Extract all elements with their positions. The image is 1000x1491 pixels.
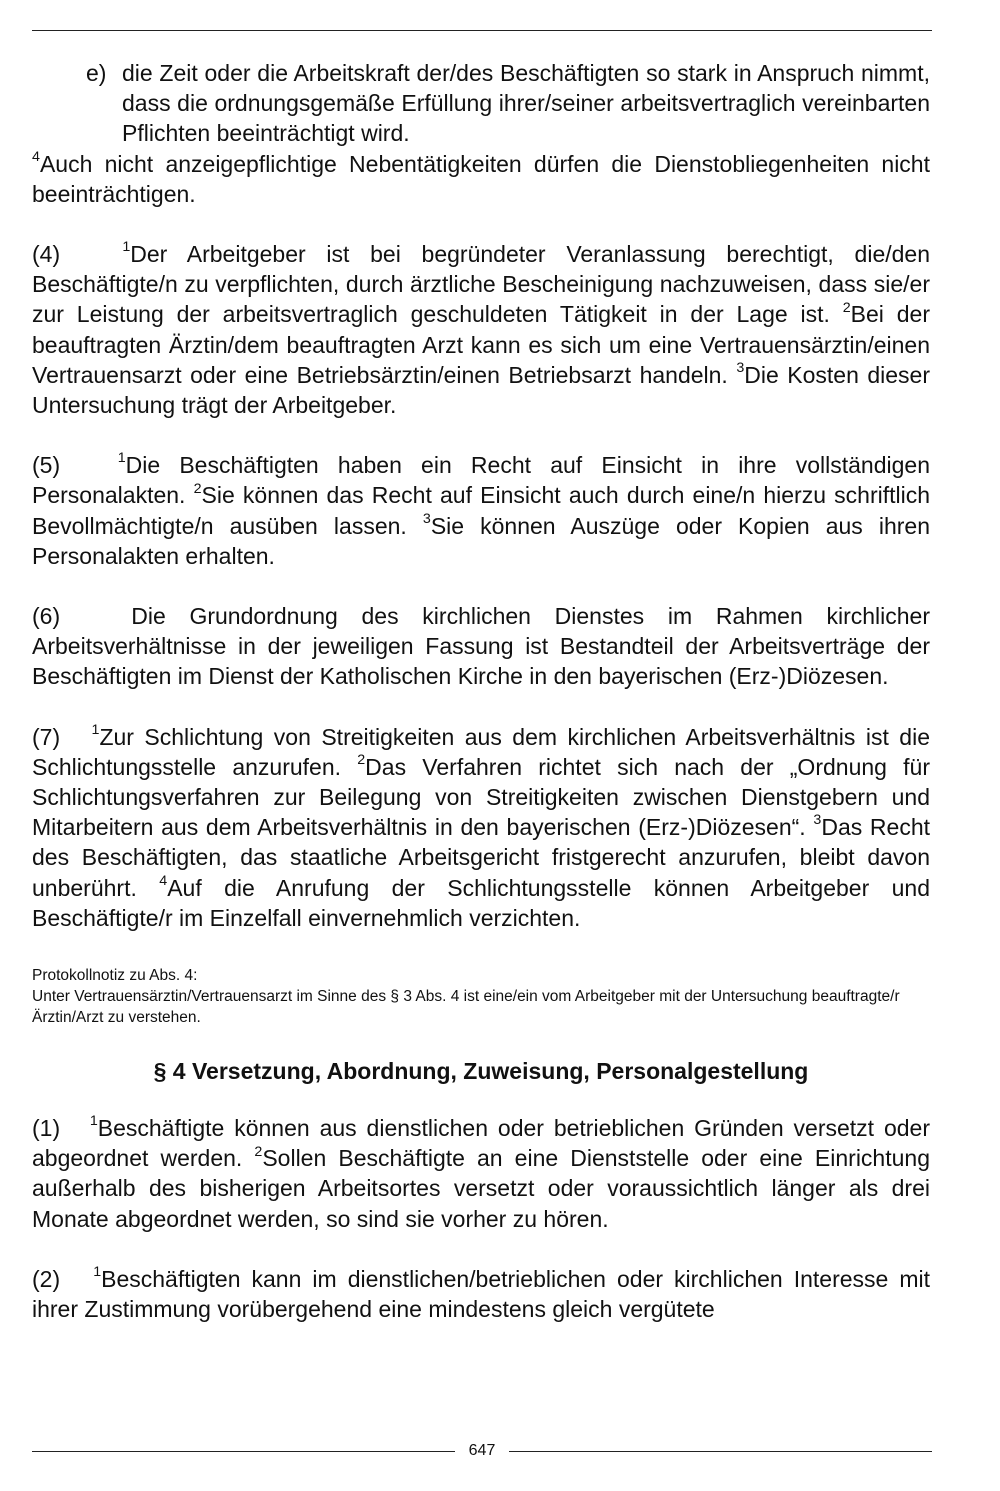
item-label: e) bbox=[86, 60, 107, 86]
paragraph-abs-7 bbox=[32, 722, 930, 933]
sentence-number: 2 bbox=[357, 752, 366, 769]
paragraph-abs-4 bbox=[32, 239, 930, 420]
sentence-number: 4 bbox=[159, 872, 168, 889]
paragraph-number: (2) bbox=[32, 1265, 61, 1292]
paragraph-number: (7) bbox=[32, 723, 61, 750]
sentence: Die Beschäftigten haben ein Recht auf Einsicht in ihre vollständigen Personalakten. bbox=[32, 452, 930, 509]
paragraph-number: (6) bbox=[32, 603, 61, 630]
paragraph-number: (1) bbox=[32, 1115, 61, 1142]
paragraph-s4-abs-2 bbox=[32, 1264, 930, 1324]
paragraph-abs-5 bbox=[32, 450, 930, 571]
paragraph-number: (5) bbox=[32, 452, 61, 479]
section-heading: § 4 Versetzung, Abordnung, Zuweisung, Personalgestellung bbox=[153, 1058, 809, 1085]
sentence: Beschäftigte können aus dienstlichen oder betrieblichen Gründen versetzt oder abgeordnet werden. bbox=[32, 1115, 930, 1172]
sentence-number: 1 bbox=[89, 1113, 98, 1130]
sentence-number: 2 bbox=[193, 480, 202, 497]
protocol-note-title: Protokollnotiz zu Abs. 4: bbox=[32, 967, 198, 985]
sentence: Sie können Auszüge oder Kopien aus ihren Personalakten erhalten. bbox=[32, 512, 931, 569]
sentence-number: 3 bbox=[813, 812, 822, 829]
sentence-number: 4 bbox=[32, 148, 40, 165]
item-text: die Zeit oder die Arbeitskraft der/des Beschäftigten so stark in Anspruch nimmt, dass die ordnungsgemäße Erfüllung ihrer/seiner arbeitsvertraglich vereinbarten Pflichten beeinträchtigt wird. bbox=[122, 60, 930, 147]
sentence: Auch nicht anzeigepflichtige Nebentätigkeiten dürfen die Dienstobliegenheiten nicht beeinträchtigen. bbox=[32, 150, 930, 207]
page-footer bbox=[32, 1442, 932, 1460]
paragraph-s4-abs-1 bbox=[32, 1113, 930, 1234]
page-body bbox=[32, 58, 930, 1324]
protocol-note-text: Unter Vertrauensärztin/Vertrauensarzt im Sinne des § 3 Abs. 4 ist eine/ein vom Arbeitgeber mit der Untersuchung beauftragte/r Ärztin/Arzt zu verstehen. bbox=[32, 988, 900, 1027]
sentence: Sie können das Recht auf Einsicht auch durch eine/n hierzu schriftlich Bevollmächtigte/n ausüben lassen. bbox=[32, 482, 931, 539]
paragraph-abs-6 bbox=[32, 601, 930, 692]
list-item-e bbox=[32, 58, 930, 149]
sentence-number: 2 bbox=[842, 299, 851, 316]
sentence-number: 1 bbox=[117, 450, 126, 467]
sentence: Der Arbeitgeber ist bei begründeter Veranlassung berechtigt, die/den Beschäftigte/n zu verpflichten, durch ärztliche Bescheinigung nachzuweisen, dass sie/er zur Leistung der arbeitsvertraglich geschuldeten Tätigkeit in der Lage ist. bbox=[32, 241, 931, 328]
sentence: Zur Schlichtung von Streitigkeiten aus dem kirchlichen Arbeitsverhältnis ist die Schlichtungsstelle anzurufen. bbox=[32, 723, 930, 780]
sentence-number: 2 bbox=[254, 1143, 263, 1160]
paragraph-number: (4) bbox=[32, 241, 61, 268]
sentence: Das Recht des Beschäftigten, das staatliche Arbeitsgericht fristgerecht anzurufen, bleibt davon unberührt. bbox=[32, 814, 931, 901]
sentence-number: 3 bbox=[422, 510, 431, 527]
protocol-note bbox=[32, 965, 930, 1028]
sentence-number: 3 bbox=[736, 360, 745, 377]
sentence-number: 1 bbox=[122, 239, 131, 256]
sentence: Beschäftigten kann im dienstlichen/betrieblichen oder kirchlichen Interesse mit ihrer Zustimmung vorübergehend eine mindestens gleich vergütete bbox=[32, 1265, 930, 1323]
sentence: Sollen Beschäftigte an eine Dienststelle oder eine Einrichtung außerhalb des bisherigen Arbeitsortes versetzt oder voraussichtlich länger als drei Monate abgeordnet werden, so sind sie vorher zu hören. bbox=[32, 1145, 930, 1232]
footer-rule-right bbox=[509, 1451, 932, 1452]
sentence: Das Verfahren richtet sich nach der „Ordnung für Schlichtungsverfahren zur Beilegung von Streitigkeiten zwischen Dienstgebern und Mitarbeitern aus dem Arbeitsverhältnis in den bayerischen (Erz-)Diözesen“. bbox=[32, 753, 930, 841]
sentence: Die Grundordnung des kirchlichen Dienstes im Rahmen kirchlicher Arbeitsverhältnisse in der jeweiligen Fassung ist Bestandteil der Arbeitsverträge der Beschäftigten im Dienst der Katholischen Kirche in den bayerischen (Erz-)Diözesen. bbox=[32, 603, 930, 690]
sentence-number: 1 bbox=[93, 1264, 102, 1281]
sentence: Die Kosten dieser Untersuchung trägt der Arbeitgeber. bbox=[32, 361, 930, 419]
sentence-number: 1 bbox=[91, 721, 100, 738]
sentence: Auf die Anrufung der Schlichtungsstelle können Arbeitgeber und Beschäftigte/r im Einzelfall einvernehmlich verzichten. bbox=[32, 874, 930, 931]
paragraph-continuation bbox=[32, 149, 930, 209]
top-rule bbox=[32, 30, 932, 31]
footer-rule-left bbox=[32, 1451, 455, 1452]
page-number: 647 bbox=[468, 1442, 496, 1459]
sentence: Bei der beauftragten Ärztin/dem beauftragten Arzt kann es sich um eine Vertrauensärztin/einen Vertrauensarzt oder eine Betriebsärztin/einen Betriebsarzt handeln. bbox=[32, 301, 930, 388]
